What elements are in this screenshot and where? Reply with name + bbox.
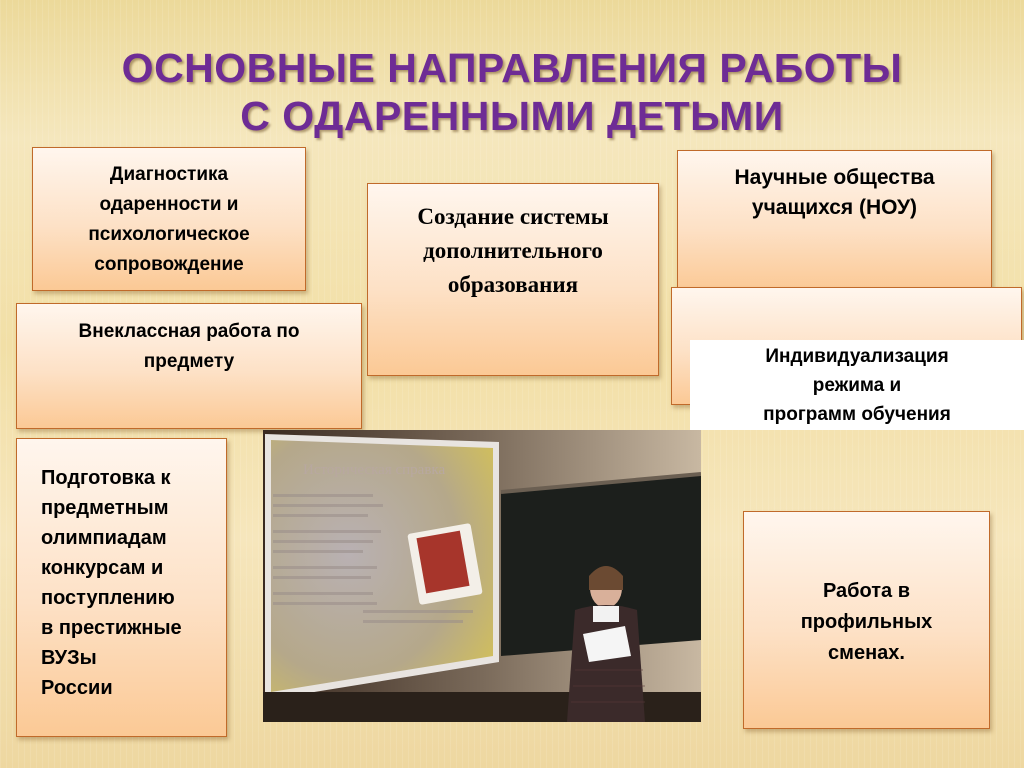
box-additional-education	[367, 183, 659, 376]
box-individualization-label	[690, 340, 1024, 430]
box-additional-education-text: Создание системы дополнительного образования	[417, 204, 609, 297]
classroom-photo-illustration	[263, 430, 701, 722]
box-diagnostics-text: Диагностика одаренности и психологическое сопровождение	[88, 164, 250, 275]
box-olympiads	[16, 438, 227, 737]
box-scientific-societies	[677, 150, 992, 292]
box-diagnostics	[32, 147, 306, 291]
box-extracurricular	[16, 303, 362, 429]
book-icon	[407, 523, 483, 605]
box-scientific-societies-text: Научные общества учащихся (НОУ)	[734, 166, 935, 219]
screen-heading: Историческая справка	[303, 462, 446, 478]
slide-title	[0, 44, 1024, 140]
box-olympiads-text: Подготовка к предметным олимпиадам конкурсам и поступлению в престижные ВУЗы России	[41, 467, 182, 699]
box-profile-shifts-text: Работа в профильных сменах.	[800, 580, 933, 664]
slide-title-line-2: С ОДАРЕННЫМИ ДЕТЬМИ	[240, 93, 784, 139]
box-individualization-text: Индивидуализация режима и программ обучения	[763, 346, 951, 425]
classroom-photo	[263, 430, 701, 722]
box-extracurricular-text: Внеклассная работа по предмету	[78, 321, 300, 372]
box-profile-shifts	[743, 511, 990, 729]
slide-title-line-1: ОСНОВНЫЕ НАПРАВЛЕНИЯ РАБОТЫ	[121, 45, 903, 91]
